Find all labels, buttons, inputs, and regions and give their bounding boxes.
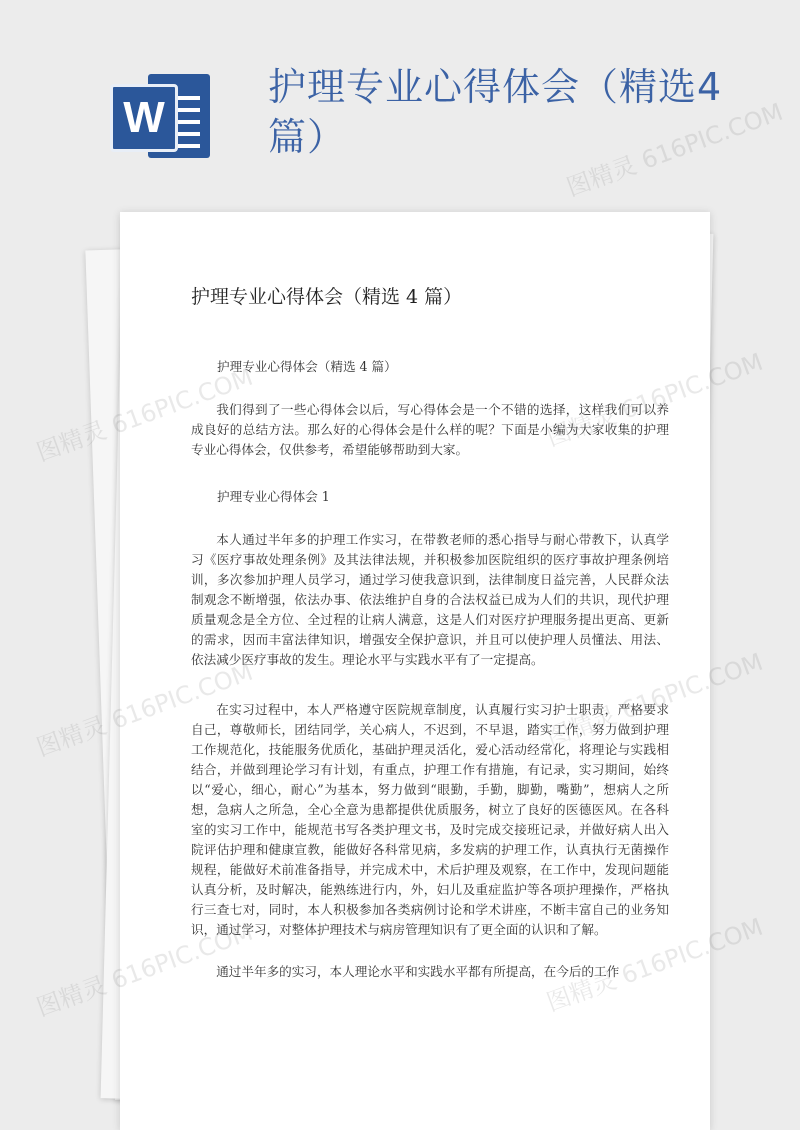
word-icon-badge: W xyxy=(110,84,178,152)
body-paragraph: 通过半年多的实习，本人理论水平和实践水平都有所提高，在今后的工作 xyxy=(216,964,620,979)
body-paragraph: 本人通过半年多的护理工作实习，在带教老师的悉心指导与耐心带教下，认真学习《医疗事故处理条例》及其法律法规，并积极参加医院组织的医疗事故护理条例培训，多次参加护理人员学习，通过学习使我意识到，法律制度日益完善，人民群众法制观念不断增强，依法办事、依法维护自身的合法权益已成为人们的共识，现代护理质量观念是全方位、全过程的让病人满意，这是人们对医疗护理服务提出更高、更新的需求，因而丰富法律知识，增强安全保护意识，并且可以使护理人员懂法、用法、依法减少医疗事故的发生。理论水平与实践水平有了一定提高。 xyxy=(191,532,669,667)
section-heading: 护理专业心得体会 1 xyxy=(217,489,330,504)
watermark: 图精灵 xyxy=(32,971,111,1022)
body-paragraph: 在实习过程中，本人严格遵守医院规章制度，认真履行实习护士职责，严格要求自己，尊敬师长，团结同学，关心病人，不迟到，不早退，踏实工作，努力做到护理工作规范化，技能服务优质化，基础护理灵活化，爱心活动经常化，将理论与实践相结合，并做到理论学习有计划，有重点，护理工作有措施，有记录，实习期间，始终以“爱心，细心，耐心”为基本，努力做到“眼勤，手勤，脚勤，嘴勤”，想病人之所想，急病人之所急，全心全意为患都提供优质服务，树立了良好的医德医风。在各科室的实习工作中，能规范书写各类护理文书，及时完成交接班记录，并做好病人出入院评估护理和健康宣教，能做好各科常见病，多发病的护理工作，认真执行无菌操作规程，能做好术前准备指导，并完成术中，术后护理及观察，在工作中，发现问题能认真分析，及时解决，能熟练进行内，外，妇儿及重症监护等各项护理操作，严格执行三查七对，同时，本人积极参加各类病例讨论和学术讲座，不断丰富自己的业务知识，通过学习，对整体护理技术与病房管理知识有了更全面的认识和了解。 xyxy=(191,702,669,937)
watermark: 图精灵 xyxy=(32,416,111,467)
document-subtitle: 护理专业心得体会（精选 4 篇） xyxy=(217,359,397,374)
watermark: 图精灵 xyxy=(32,711,111,762)
header xyxy=(0,0,800,200)
document-title: 护理专业心得体会（精选 4 篇） xyxy=(191,286,463,308)
watermark: 图精灵 616PIC.COM xyxy=(562,97,787,202)
intro-paragraph: 我们得到了一些心得体会以后，写心得体会是一个不错的选择，这样我们可以养成良好的总结方法。那么好的心得体会是什么样的呢？下面是小编为大家收集的护理专业心得体会，仅供参考，希望能够帮助到大家。 xyxy=(191,402,669,457)
word-document-icon xyxy=(110,70,215,165)
page-title: 护理专业心得体会（精选4篇） xyxy=(268,65,723,159)
document-page xyxy=(120,212,710,1130)
